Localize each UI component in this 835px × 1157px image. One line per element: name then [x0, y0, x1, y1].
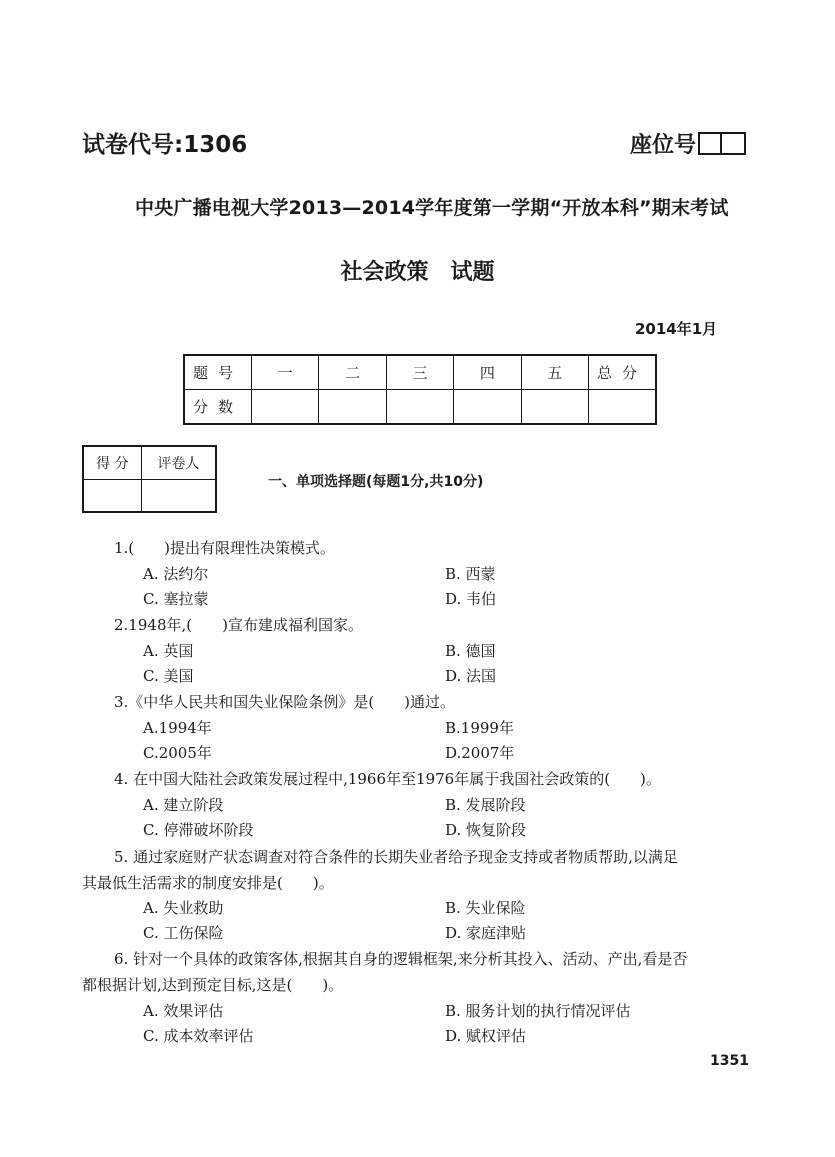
seat-number-boxes	[698, 132, 746, 155]
grader-label: 评卷人	[141, 446, 216, 480]
grader-score-label: 得 分	[83, 446, 141, 480]
section-heading: 一、单项选择题(每题1分,共10分)	[268, 474, 484, 490]
option: B. 德国	[445, 642, 496, 660]
score-table-cell: 五	[521, 355, 588, 390]
option: C. 美国	[143, 667, 194, 685]
option: D. 赋权评估	[445, 1027, 527, 1045]
option: A. 效果评估	[143, 1002, 224, 1020]
question-stem: 3.《中华人民共和国失业保险条例》是( )通过。	[114, 693, 456, 711]
option: B. 失业保险	[445, 899, 526, 917]
question-stem: 5. 通过家庭财产状态调查对符合条件的长期失业者给予现金支持或者物质帮助,以满足	[114, 848, 678, 866]
exam-title: 社会政策 试题	[340, 260, 495, 285]
score-blank	[386, 390, 453, 425]
score-table-cell: 三	[386, 355, 453, 390]
exam-header: 中央广播电视大学2013—2014学年度第一学期“开放本科”期末考试	[135, 197, 729, 219]
question-stem-cont: 其最低生活需求的制度安排是( )。	[82, 874, 334, 892]
score-table-score-row	[184, 390, 656, 425]
score-blank	[319, 390, 386, 425]
question-stem: 1.( )提出有限理性决策模式。	[114, 539, 336, 557]
question-stem: 2.1948年,( )宣布建成福利国家。	[114, 616, 363, 634]
grader-blank	[83, 480, 141, 513]
option: B. 西蒙	[445, 565, 496, 583]
option: B. 服务计划的执行情况评估	[445, 1002, 631, 1020]
exam-date: 2014年1月	[635, 320, 718, 338]
option: C. 成本效率评估	[143, 1027, 254, 1045]
score-blank	[454, 390, 521, 425]
option: A. 法约尔	[143, 565, 209, 583]
question-stem-cont: 都根据计划,达到预定目标,这是( )。	[82, 976, 344, 994]
score-table-cell: 题号	[184, 355, 252, 390]
option: D. 韦伯	[445, 590, 497, 608]
score-table	[183, 354, 657, 425]
option: C. 工伤保险	[143, 924, 224, 942]
score-table-cell: 四	[454, 355, 521, 390]
question-stem: 6. 针对一个具体的政策客体,根据其自身的逻辑框架,来分析其投入、活动、产出,看是否	[114, 950, 688, 968]
score-blank	[521, 390, 588, 425]
option: C.2005年	[143, 744, 212, 762]
grader-table	[82, 445, 217, 513]
option: D.2007年	[445, 744, 515, 762]
seat-box	[722, 132, 746, 155]
seat-box	[698, 132, 722, 155]
score-blank	[589, 390, 657, 425]
score-blank	[252, 390, 319, 425]
option: D. 家庭津贴	[445, 924, 527, 942]
score-table-cell: 分数	[184, 390, 252, 425]
question-stem: 4. 在中国大陆社会政策发展过程中,1966年至1976年属于我国社会政策的( )。	[114, 770, 661, 788]
option: A. 建立阶段	[143, 796, 224, 814]
option: A.1994年	[143, 719, 212, 737]
option: D. 恢复阶段	[445, 821, 527, 839]
option: C. 塞拉蒙	[143, 590, 209, 608]
seat-number	[630, 128, 746, 159]
option: A. 英国	[143, 642, 194, 660]
option: C. 停滞破坏阶段	[143, 821, 254, 839]
score-table-header-row	[184, 355, 656, 390]
option: B.1999年	[445, 719, 514, 737]
score-table-cell: 一	[252, 355, 319, 390]
page-number: 1351	[710, 1053, 749, 1069]
option: A. 失业救助	[143, 899, 224, 917]
seat-number-label: 座位号	[630, 133, 697, 158]
score-table-cell: 总分	[589, 355, 657, 390]
exam-code: 试卷代号:1306	[82, 132, 248, 158]
score-table-cell: 二	[319, 355, 386, 390]
grader-blank	[141, 480, 216, 513]
option: D. 法国	[445, 667, 497, 685]
option: B. 发展阶段	[445, 796, 526, 814]
